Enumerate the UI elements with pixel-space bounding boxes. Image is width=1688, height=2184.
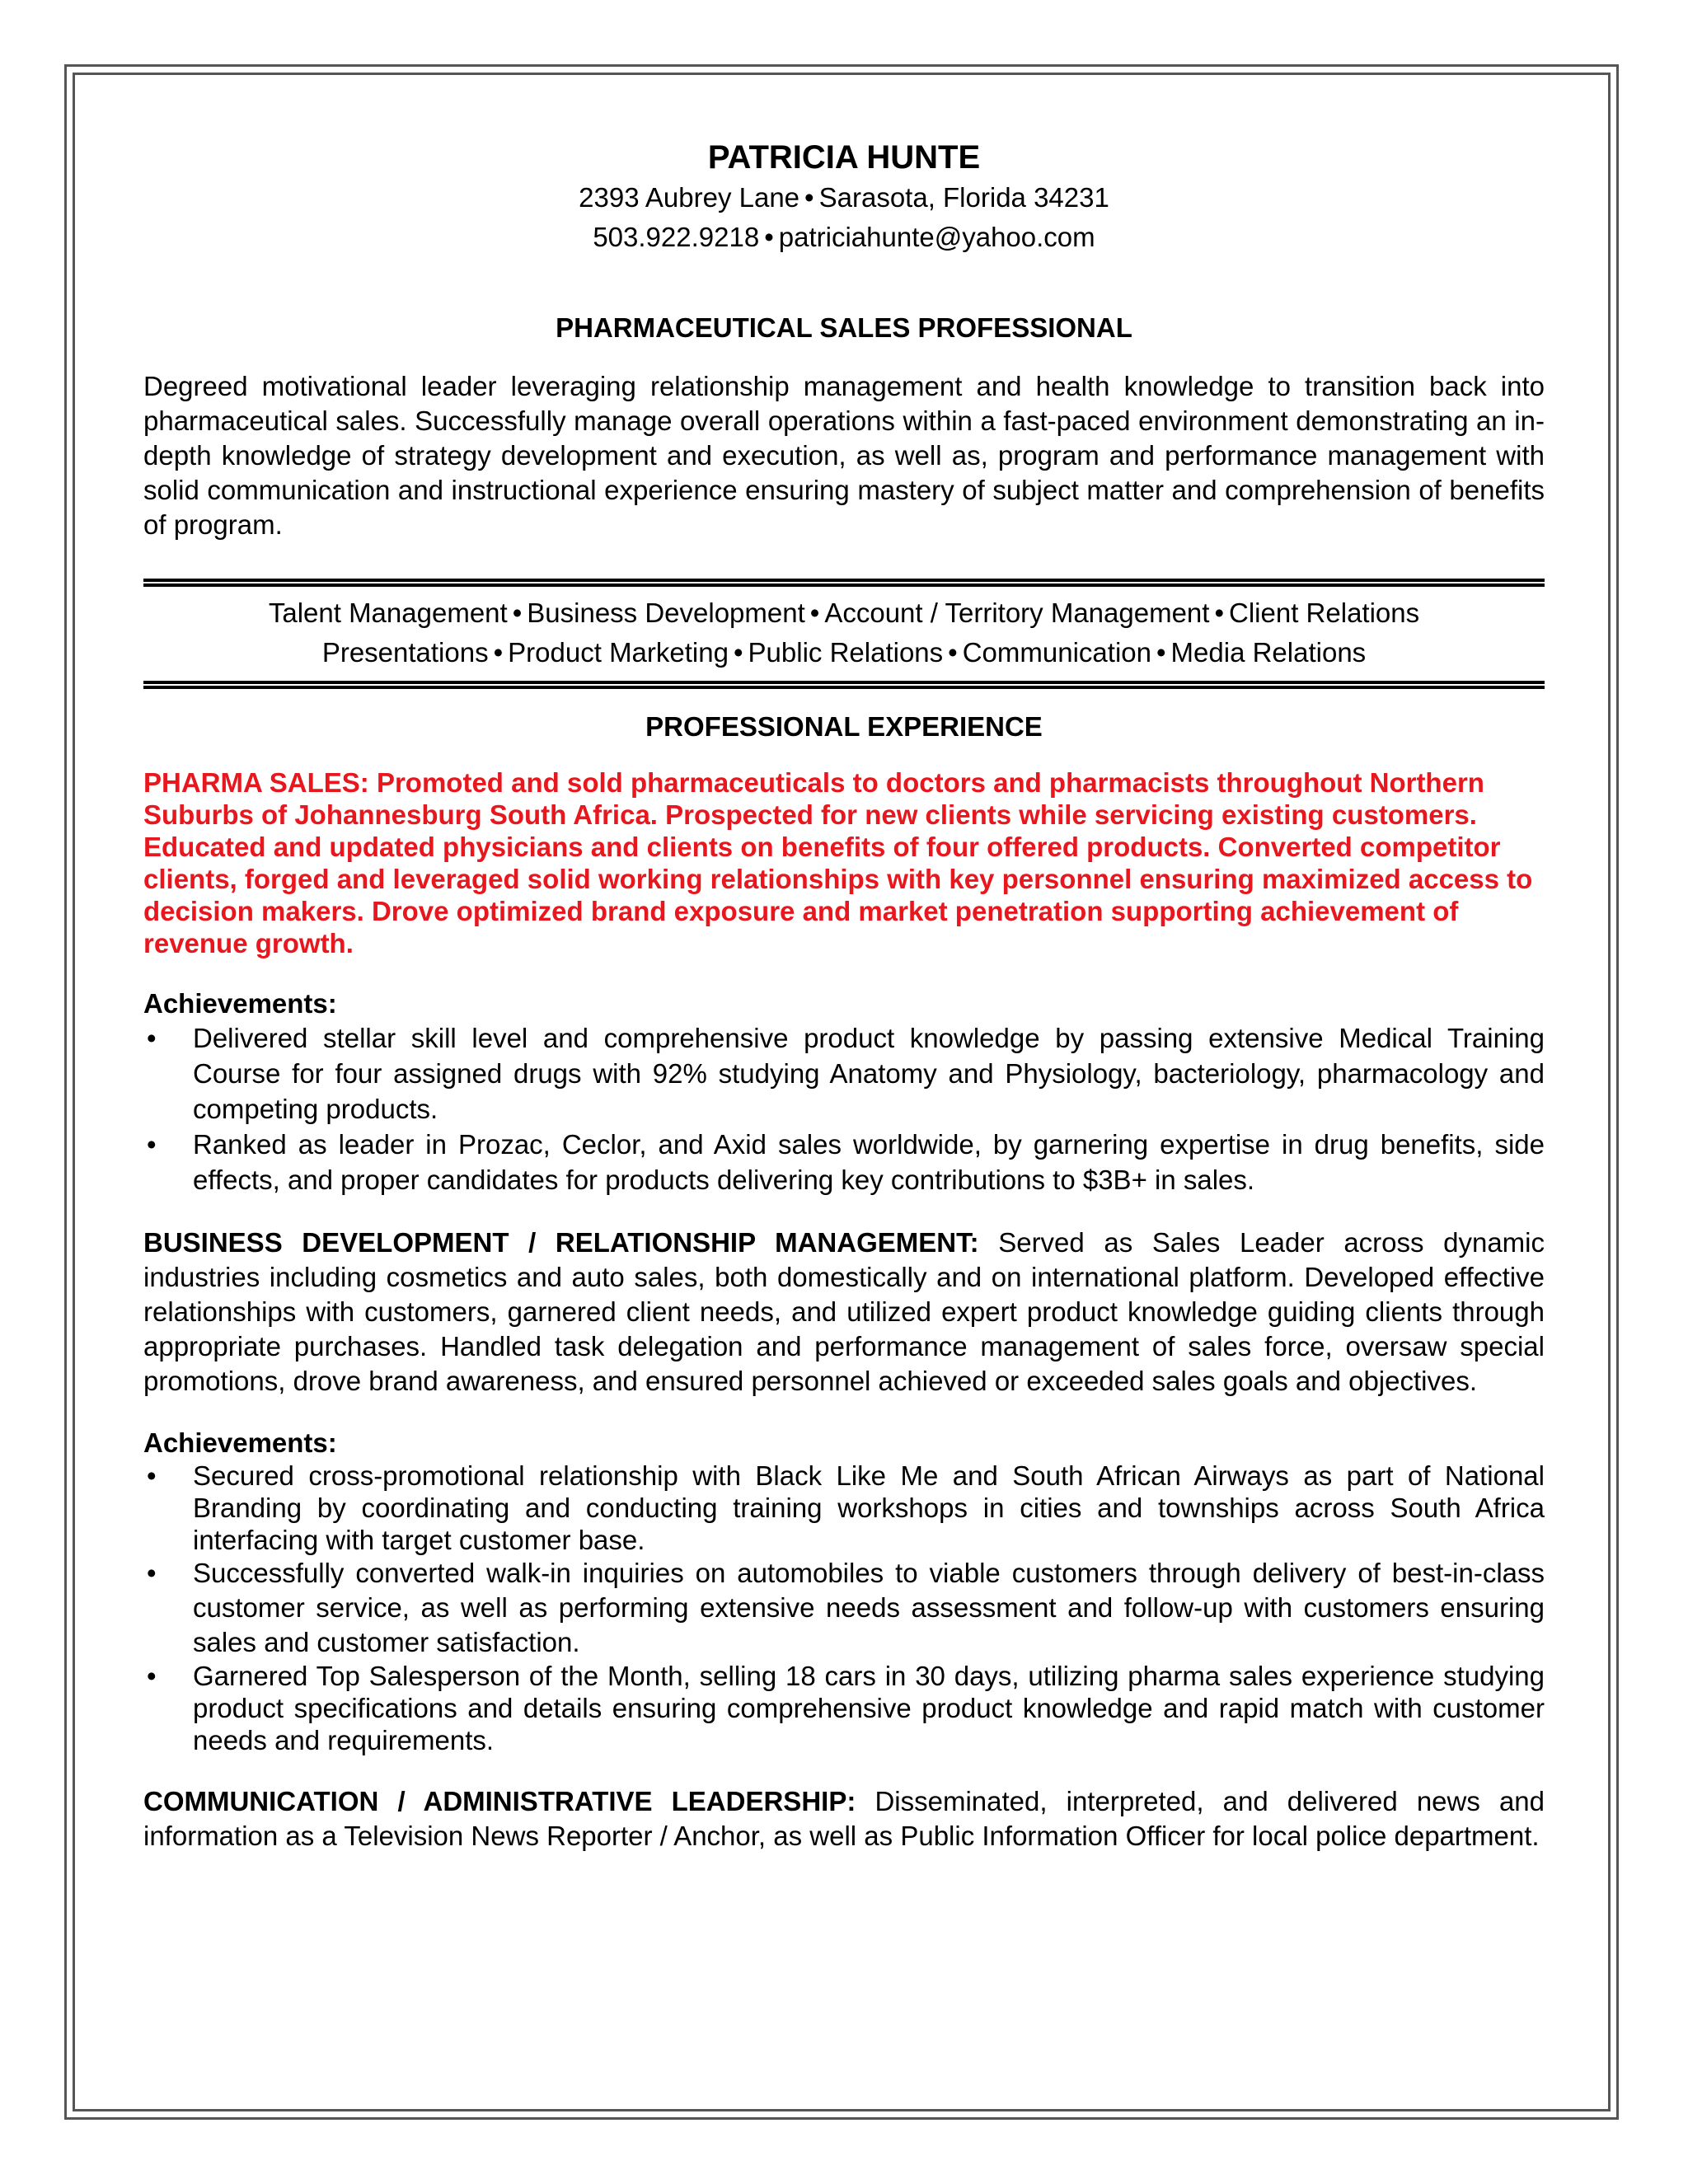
- address-city: Sarasota, Florida 34231: [818, 182, 1109, 213]
- address-line: [143, 178, 1545, 218]
- contact-line: [143, 218, 1545, 257]
- pharma-sales-paragraph: PHARMA SALES: Promoted and sold pharmaceuticals to doctors and pharmacists throughout Northern Suburbs of Johannesburg South Africa. Prospected for new clients while servicing existing customers. Educated and updated physicians and clients on benefits of four offered products. Converted competitor clients, forged and leveraged solid working relationships with key personnel ensuring maximized access to decision makers. Drove optimized brand exposure and market penetration supporting achievement of revenue growth.: [143, 767, 1533, 958]
- bizdev-achievements-list: [143, 1460, 1545, 1756]
- candidate-name: PATRICIA HUNTE: [707, 139, 981, 176]
- bullet-icon: •: [147, 1558, 157, 1588]
- email-address: patriciahunte@yahoo.com: [778, 222, 1095, 252]
- bullet-icon: •: [147, 1460, 157, 1491]
- communication-title: COMMUNICATION / ADMINISTRATIVE LEADERSHIP:: [143, 1786, 856, 1816]
- section-divider-bottom: [143, 681, 1545, 689]
- skill-item: Public Relations: [748, 637, 944, 668]
- bullet-separator-icon: •: [804, 182, 814, 213]
- skill-item: Product Marketing: [508, 637, 729, 668]
- bullet-separator-icon: •: [733, 637, 743, 668]
- bullet-separator-icon: •: [764, 222, 774, 252]
- phone-number: 503.922.9218: [593, 222, 760, 252]
- bullet-icon: •: [147, 1129, 157, 1160]
- address-street: 2393 Aubrey Lane: [579, 182, 800, 213]
- bizdev-paragraph: [143, 1226, 1545, 1399]
- bizdev-title: BUSINESS DEVELOPMENT / RELATIONSHIP MANAGEMENT:: [143, 1227, 979, 1258]
- bullet-icon: •: [147, 1661, 157, 1691]
- bullet-separator-icon: •: [809, 598, 820, 628]
- list-item: • Ranked as leader in Prozac, Ceclor, and Axid sales worldwide, by garnering expertise in drug benefits, side effects, and proper candidates for products delivering key contributions to $3B+ in sales.: [143, 1127, 1545, 1197]
- experience-heading: PROFESSIONAL EXPERIENCE: [645, 711, 1043, 742]
- communication-paragraph: [143, 1784, 1545, 1854]
- skill-item: Account / Territory Management: [824, 598, 1210, 628]
- bullet-icon: •: [147, 1023, 157, 1053]
- achievements-label: Achievements:: [143, 1427, 337, 1458]
- core-skills: [143, 593, 1545, 673]
- list-item: • Delivered stellar skill level and comprehensive product knowledge by passing extensive Medical Training Course for four assigned drugs with 92% studying Anatomy and Physiology, bacteriology, pharmacology and competing products.: [143, 1020, 1545, 1127]
- list-item: • Garnered Top Salesperson of the Month, selling 18 cars in 30 days, utilizing pharma sales experience studying product specifications and details ensuring comprehensive product knowledge and rapid match with customer needs and requirements.: [147, 1661, 1545, 1755]
- bullet-separator-icon: •: [493, 637, 504, 668]
- resume-header: [143, 137, 1545, 257]
- professional-headline: PHARMACEUTICAL SALES PROFESSIONAL: [556, 312, 1132, 343]
- list-item: • Secured cross-promotional relationship with Black Like Me and South African Airways as part of National Branding by coordinating and conducting training workshops in cities and townships across South Africa interfacing with target customer base.: [147, 1460, 1545, 1555]
- communication-text: Disseminated, interpreted, and delivered news and information as a Television News Reporter / Anchor, as well as Public Information Officer for local police department.: [143, 1786, 1545, 1851]
- skill-item: Media Relations: [1170, 637, 1367, 668]
- section-divider-top: [143, 579, 1545, 587]
- skills-line-1: [143, 593, 1545, 633]
- list-item: • Successfully converted walk-in inquiries on automobiles to viable customers through delivery of best-in-class customer service, as well as performing extensive needs assessment and follow-up with customers ensuring sales and customer satisfaction.: [147, 1558, 1545, 1657]
- skill-item: Client Relations: [1229, 598, 1420, 628]
- skills-line-2: [143, 633, 1545, 673]
- bullet-separator-icon: •: [1156, 637, 1166, 668]
- bullet-separator-icon: •: [1214, 598, 1225, 628]
- skill-item: Talent Management: [268, 598, 508, 628]
- bizdev-text: Served as Sales Leader across dynamic industries including cosmetics and auto sales, both domestically and on international platform. Developed effective relationships with customers, garnered client needs, and utilized expert product knowledge guiding clients through appropriate purchases. Handled task delegation and performance management of sales force, oversaw special promotions, drove brand awareness, and ensured personnel achieved or exceeded sales goals and objectives.: [143, 1227, 1545, 1396]
- summary-paragraph: Degreed motivational leader leveraging relationship management and health knowledge to transition back into pharmaceutical sales. Successfully manage overall operations within a fast-paced environment demonstrating an in-depth knowledge of strategy development and execution, as well as, program and performance management with solid communication and instructional experience ensuring mastery of subject matter and comprehension of benefits of program.: [143, 371, 1545, 540]
- achievements-label: Achievements:: [143, 988, 337, 1019]
- skill-item: Communication: [962, 637, 1151, 668]
- skill-item: Business Development: [527, 598, 805, 628]
- bullet-separator-icon: •: [948, 637, 958, 668]
- bullet-separator-icon: •: [512, 598, 523, 628]
- resume-content: [143, 137, 1545, 1854]
- pharma-achievements-list: [143, 1020, 1545, 1197]
- skill-item: Presentations: [321, 637, 489, 668]
